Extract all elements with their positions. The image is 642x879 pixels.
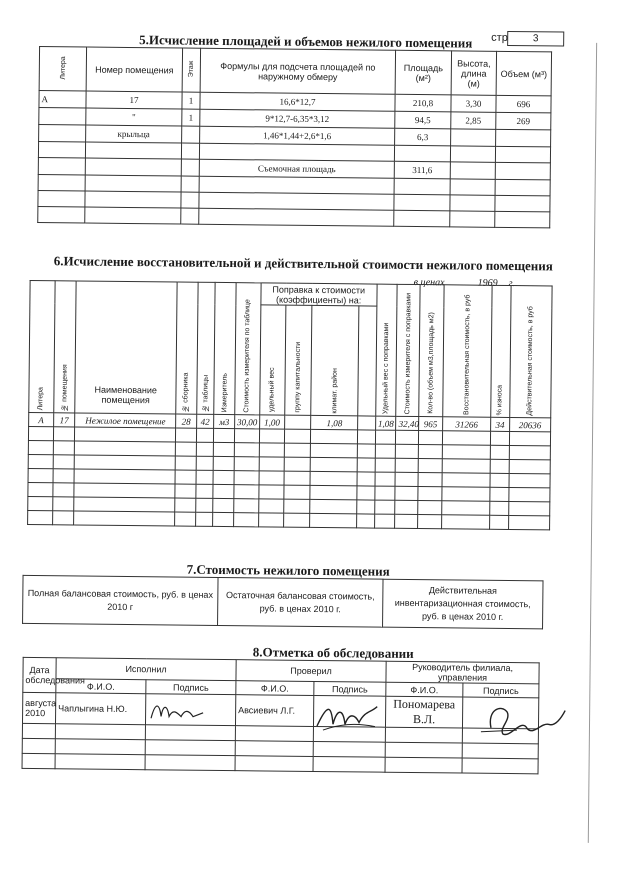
cell-formula: 16,6*12,7 [200, 92, 395, 111]
total-label: Съемочная площадь [199, 159, 394, 178]
cell-floor [182, 126, 200, 143]
cell-formula: 9*12,7-6,35*3,12 [200, 109, 395, 128]
cell-group [285, 415, 311, 429]
cell-date: августа 2010 [22, 692, 55, 723]
header-head-sign: Подпись [463, 683, 539, 698]
header-executor-sign: Подпись [146, 680, 236, 695]
cell-checked-fio: Авсиевич Л.Г. [235, 695, 313, 727]
header-wear: % износа [491, 285, 511, 417]
margin-line [588, 43, 597, 843]
header-liter: Литера [29, 280, 55, 412]
cell-room: 17 [53, 413, 75, 427]
header-head-fio: Ф.И.О. [386, 682, 463, 697]
cell-weight-adjusted: 1,08 [375, 416, 396, 430]
cell-name: Нежилое помещение [75, 413, 176, 428]
header-room-name: Наименование помещения [75, 281, 177, 414]
cell-area: 6,3 [395, 128, 451, 146]
header-checked-sign: Подпись [314, 681, 386, 696]
header-date: Дата обследования [23, 657, 56, 692]
cell-unit-cost: 30,00 [234, 415, 259, 429]
page-label: стр [491, 31, 508, 44]
cell-liter: А [29, 412, 54, 426]
header-quantity: Кол-во (объем м3,площадь м2) [419, 285, 444, 417]
cell-weight: 1,00 [259, 415, 285, 429]
header-actual-cost: Действительная стоимость, в руб [509, 286, 552, 418]
total-cost-row [23, 575, 543, 628]
header-head: Руководитель филиала, управления [386, 661, 539, 684]
header-checked: Проверил [236, 660, 386, 683]
inspection-table [22, 657, 540, 774]
residual-balance-cost: Остаточная балансовая стоимость, руб. в ценах 2010 г. [218, 577, 383, 627]
head-signature [477, 698, 567, 743]
header-corrections: Поправка к стоимости (коэффициенты) на: [260, 283, 377, 306]
total-cost-table [22, 575, 543, 629]
cell-room: 17 [86, 91, 182, 109]
cell-height [451, 129, 496, 146]
header-room: Номер помещения [86, 47, 182, 92]
cost-table [27, 277, 553, 530]
cell-volume: 696 [496, 95, 551, 113]
cell-height: 2,85 [451, 112, 496, 129]
cell-floor: 1 [182, 109, 200, 126]
cell-formula: 1,46*1,44+2,6*1,6 [200, 126, 395, 145]
cell-extra [358, 416, 376, 430]
cell-executor-fio: Чаплыгина Н.Ю. [55, 693, 145, 725]
header-collection: № сборника [176, 282, 198, 414]
header-floor: Этаж [182, 48, 200, 92]
full-balance-cost: Полная балансовая стоимость, руб. в ценах 2010 г [23, 575, 218, 625]
header-volume: Объем (м³) [496, 51, 551, 96]
header-weight: удельный вес [259, 305, 286, 415]
cell-room: крыльца [86, 125, 182, 143]
cell-head-fio: Пономарева В.Л. [385, 696, 462, 728]
section-8-title: 8.Отметка об обследовании [252, 644, 414, 662]
header-formula: Формулы для подсчета площадей по наружному обмеру [200, 48, 395, 94]
header-table: № таблицы [197, 282, 216, 414]
header-checked-fio: Ф.И.О. [236, 681, 314, 696]
header-unit: Измеритель [214, 282, 236, 414]
header-cost-adjusted: Стоимость измерителя с поправками [396, 284, 420, 416]
page-number: 3 [507, 31, 564, 47]
cell-table: 42 [196, 414, 214, 428]
inventory-cost: Действительная инвентаризационная стоимость, руб. в ценах 2010 г. [383, 579, 543, 629]
section-7-title: 7.Стоимость нежилого помещения [186, 561, 390, 579]
header-height: Высота, длина (м) [451, 51, 496, 95]
prices-year-suffix: г. [508, 277, 515, 290]
cell-height: 3,30 [451, 95, 496, 112]
cell-area: 94,5 [395, 111, 451, 129]
cell-wear: 34 [491, 417, 510, 431]
areas-table [37, 46, 552, 228]
header-climate: климат. район [311, 305, 360, 415]
header-liter: Литера [39, 47, 86, 91]
header-unit-cost: Стоимость измерителя по таблице [235, 283, 261, 415]
cell-cost-adjusted: 32,40 [396, 416, 419, 430]
header-executor: Исполнил [56, 658, 236, 681]
cell-liter: А [39, 91, 86, 108]
areas-header-row [39, 47, 551, 96]
header-area: Площадь (м²) [395, 50, 451, 95]
header-restore-cost: Восстановительная стоимость, в руб [443, 285, 493, 417]
cell-unit: м3 [214, 414, 235, 428]
checker-signature [315, 700, 381, 735]
cell-restore-cost: 31266 [442, 417, 491, 432]
section-6-title: 6.Исчисление восстановительной и действительной стоимости нежилого помещения [53, 253, 553, 274]
cell-climate: 1,08 [311, 415, 359, 429]
executor-signature [147, 698, 207, 727]
header-weight-adjusted: Удельный вес с поправками [376, 284, 398, 416]
cell-quantity: 965 [419, 417, 443, 431]
cell-liter [39, 108, 86, 125]
header-executor-fio: Ф.И.О. [56, 679, 146, 694]
total-area: 311,6 [394, 161, 450, 179]
cell-volume [496, 129, 551, 147]
cell-collection: 28 [176, 414, 197, 428]
cost-header-row-1 [30, 280, 552, 307]
prices-label: в ценах [413, 276, 445, 289]
header-room-number: № помещения [53, 281, 76, 413]
header-group: группу капитальности [285, 305, 312, 415]
cell-area: 210,8 [395, 94, 451, 112]
cell-floor: 1 [182, 92, 200, 109]
cell-room: " [86, 108, 182, 126]
section-5-title: 5.Исчисление площадей и объемов нежилого помещения [139, 32, 473, 51]
cell-liter [39, 125, 86, 142]
cell-actual-cost: 20636 [509, 417, 550, 431]
prices-year: 1969 [477, 277, 498, 289]
cell-volume: 269 [496, 112, 551, 130]
